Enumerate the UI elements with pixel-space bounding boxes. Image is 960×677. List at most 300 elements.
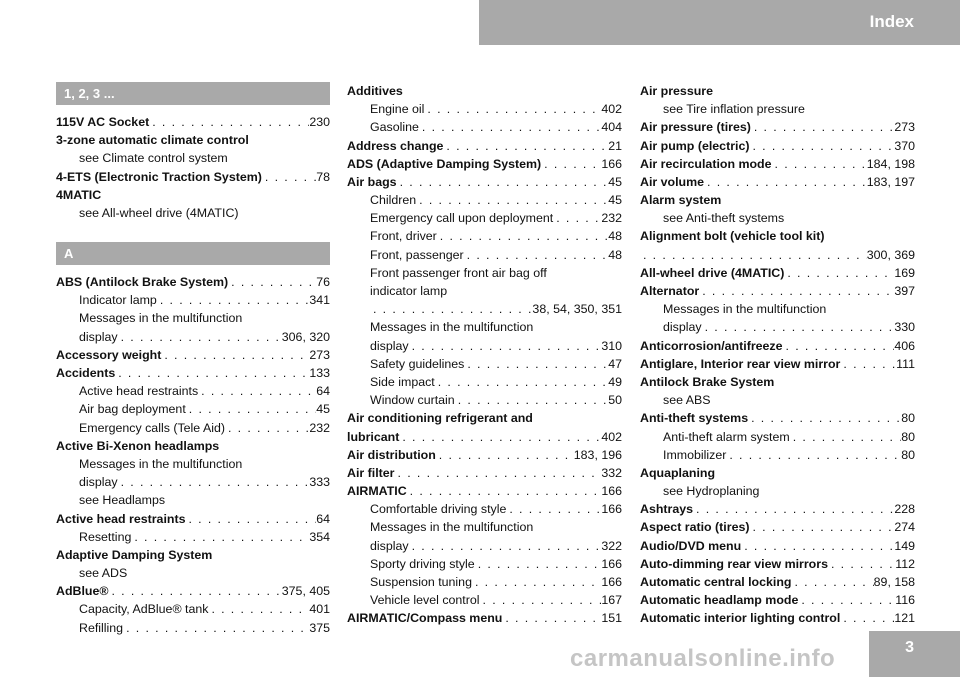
entry-text: Alignment bolt (vehicle tool kit)	[640, 229, 825, 244]
index-subentry	[56, 291, 330, 309]
index-subentry	[56, 473, 330, 491]
index-entry	[56, 131, 330, 149]
leader-dots	[395, 464, 602, 482]
index-column-1	[56, 82, 330, 637]
leader-dots	[480, 591, 602, 609]
index-subentry	[347, 573, 622, 591]
leader-dots	[704, 173, 867, 191]
entry-text: Air volume	[640, 174, 705, 189]
entry-text: see Tire inflation pressure	[663, 102, 805, 117]
page-ref: 166	[601, 484, 622, 499]
leader-dots	[828, 555, 895, 573]
entry-text: Accidents	[56, 366, 116, 381]
page-ref: 111	[896, 356, 915, 371]
leader-dots	[198, 382, 316, 400]
page-ref: 78	[316, 169, 330, 184]
index-entry	[640, 137, 915, 155]
index-entry	[640, 373, 915, 391]
page-ref: 45	[316, 402, 330, 417]
index-subentry	[347, 337, 622, 355]
page-ref: 45	[608, 174, 622, 189]
index-subentry	[347, 300, 622, 318]
page-ref: 80	[901, 429, 915, 444]
index-entry	[56, 113, 330, 131]
page-ref: 300, 369	[866, 247, 915, 262]
page-ref: 166	[601, 556, 622, 571]
watermark: carmanualsonline.info	[570, 645, 836, 672]
leader-dots	[772, 155, 867, 173]
leader-dots	[424, 100, 601, 118]
index-entry	[640, 155, 915, 173]
index-subentry	[56, 328, 330, 346]
page-ref: 64	[316, 384, 330, 399]
page-ref: 228	[894, 502, 915, 517]
index-subentry	[347, 591, 622, 609]
index-entry	[56, 346, 330, 364]
index-entry	[640, 355, 915, 373]
entry-text: 3-zone automatic climate control	[56, 133, 249, 148]
leader-dots	[186, 400, 316, 418]
entry-text: Accessory weight	[56, 347, 162, 362]
page-ref: 183, 196	[573, 447, 622, 462]
page-ref: 232	[601, 211, 622, 226]
page-number: 3	[905, 639, 914, 656]
index-entry	[640, 573, 915, 591]
section-spacer	[56, 222, 330, 242]
entry-text: Messages in the multifunction	[370, 520, 534, 535]
index-subentry	[347, 318, 622, 336]
entry-text: ABS (Antilock Brake System)	[56, 275, 229, 290]
index-entry	[347, 464, 622, 482]
leader-dots	[435, 373, 608, 391]
index-entry	[640, 191, 915, 209]
leader-dots	[118, 473, 310, 491]
entry-text: Active head restraints	[79, 384, 199, 399]
entry-text: Emergency calls (Tele Aid)	[79, 420, 225, 435]
entry-text: see Headlamps	[79, 493, 166, 508]
page-ref: 183, 197	[866, 174, 915, 189]
entry-text: Vehicle level control	[370, 593, 480, 608]
section-header: 1, 2, 3 ...	[56, 82, 330, 105]
entry-text: Immobilizer	[663, 447, 727, 462]
index-entry	[640, 464, 915, 482]
page-ref: 121	[894, 611, 915, 626]
leader-dots	[699, 282, 894, 300]
index-subentry	[56, 528, 330, 546]
entry-text: Messages in the multifunction	[663, 302, 827, 317]
entry-text: Front, passenger	[370, 247, 464, 262]
entry-text: see Hydroplaning	[663, 484, 760, 499]
entry-text: see Anti-theft systems	[663, 211, 785, 226]
page-ref: 333	[309, 475, 330, 490]
index-entry	[640, 173, 915, 191]
entry-text: Antiglare, Interior rear view mirror	[640, 356, 841, 371]
index-subentry	[347, 118, 622, 136]
index-subentry	[56, 149, 330, 167]
entry-text: lubricant	[347, 429, 400, 444]
leader-dots	[541, 155, 601, 173]
leader-dots	[749, 137, 894, 155]
index-entry	[56, 546, 330, 564]
leader-dots	[409, 537, 602, 555]
leader-dots	[502, 609, 601, 627]
index-entry	[56, 168, 330, 186]
page-ref: 48	[608, 247, 622, 262]
leader-dots	[225, 419, 309, 437]
entry-text: Automatic headlamp mode	[640, 593, 799, 608]
page-ref: 401	[309, 602, 330, 617]
page-ref: 151	[601, 611, 622, 626]
index-subentry	[640, 100, 915, 118]
entry-text: Additives	[347, 83, 403, 98]
index-entry	[640, 228, 915, 246]
entry-text: Engine oil	[370, 102, 425, 117]
index-entry	[56, 186, 330, 204]
leader-dots	[118, 328, 282, 346]
index-entry	[640, 264, 915, 282]
index-entry	[56, 437, 330, 455]
index-entry	[347, 409, 622, 427]
header-bar	[479, 0, 960, 45]
page-ref: 330	[894, 320, 915, 335]
entry-text: Emergency call upon deployment	[370, 211, 554, 226]
leader-dots	[748, 409, 901, 427]
index-subentry	[347, 264, 622, 282]
index-subentry	[347, 228, 622, 246]
index-entry	[640, 82, 915, 100]
index-entry	[640, 409, 915, 427]
entry-text: display	[79, 475, 118, 490]
entry-text: Refilling	[79, 620, 124, 635]
leader-dots	[693, 500, 894, 518]
index-subentry	[56, 601, 330, 619]
index-subentry	[347, 282, 622, 300]
leader-dots	[741, 537, 894, 555]
page-ref: 306, 320	[281, 329, 330, 344]
entry-text: Alarm system	[640, 193, 722, 208]
index-entry	[56, 364, 330, 382]
page-ref: 21	[608, 138, 622, 153]
entry-text: Indicator lamp	[79, 293, 157, 308]
index-entry	[640, 555, 915, 573]
leader-dots	[464, 355, 608, 373]
entry-text: Air filter	[347, 465, 395, 480]
index-subentry	[640, 209, 915, 227]
leader-dots	[640, 246, 867, 264]
index-subentry	[347, 519, 622, 537]
page-ref: 80	[901, 411, 915, 426]
index-entry	[640, 609, 915, 627]
index-column-2	[347, 82, 622, 628]
index-subentry	[347, 537, 622, 555]
leader-dots	[475, 555, 602, 573]
index-entry	[640, 337, 915, 355]
page-ref: 375	[309, 620, 330, 635]
index-entry	[640, 246, 915, 264]
entry-text: Automatic central locking	[640, 575, 792, 590]
entry-text: Resetting	[79, 529, 132, 544]
index-entry	[347, 609, 622, 627]
index-entry	[640, 118, 915, 136]
index-entry	[56, 273, 330, 291]
entry-text: Air bag deployment	[79, 402, 186, 417]
entry-text: 4-ETS (Electronic Traction System)	[56, 169, 262, 184]
leader-dots	[409, 337, 602, 355]
index-subentry	[56, 419, 330, 437]
entry-text: Capacity, AdBlue® tank	[79, 602, 209, 617]
entry-text: Aquaplaning	[640, 465, 716, 480]
leader-dots	[262, 168, 316, 186]
index-entry	[347, 137, 622, 155]
page-ref: 341	[309, 293, 330, 308]
index-entry	[640, 591, 915, 609]
leader-dots	[506, 500, 601, 518]
index-entry	[347, 482, 622, 500]
entry-text: Gasoline	[370, 120, 419, 135]
index-subentry	[347, 500, 622, 518]
page-ref: 273	[894, 120, 915, 135]
leader-dots	[791, 573, 873, 591]
leader-dots	[749, 519, 894, 537]
entry-text: Sporty driving style	[370, 556, 475, 571]
leader-dots	[157, 291, 309, 309]
entry-text: Safety guidelines	[370, 356, 465, 371]
entry-text: see ADS	[79, 566, 128, 581]
leader-dots	[436, 446, 574, 464]
leader-dots	[790, 428, 902, 446]
entry-text: Messages in the multifunction	[79, 456, 243, 471]
index-subentry	[640, 428, 915, 446]
leader-dots	[726, 446, 901, 464]
page-ref: 332	[601, 465, 622, 480]
entry-text: display	[663, 320, 702, 335]
index-subentry	[347, 191, 622, 209]
page-ref: 402	[601, 102, 622, 117]
index-subentry	[56, 204, 330, 222]
entry-text: Air pump (electric)	[640, 138, 750, 153]
index-entry	[347, 428, 622, 446]
page-ref: 370	[894, 138, 915, 153]
leader-dots	[472, 573, 601, 591]
index-entry	[56, 510, 330, 528]
index-subentry	[347, 391, 622, 409]
page-ref: 47	[608, 356, 622, 371]
page-ref: 112	[895, 556, 915, 571]
index-subentry	[640, 300, 915, 318]
entry-text: All-wheel drive (4MATIC)	[640, 265, 785, 280]
entry-text: Front, driver	[370, 229, 437, 244]
page-ref: 38, 54, 350, 351	[532, 302, 622, 317]
page-ref: 64	[316, 511, 330, 526]
entry-text: AdBlue®	[56, 584, 109, 599]
entry-text: Aspect ratio (tires)	[640, 520, 750, 535]
entry-text: Air distribution	[347, 447, 436, 462]
leader-dots	[437, 228, 608, 246]
page-ref: 274	[894, 520, 915, 535]
leader-dots	[407, 482, 602, 500]
entry-text: ADS (Adaptive Damping System)	[347, 156, 542, 171]
entry-text: Address change	[347, 138, 444, 153]
index-entry	[640, 537, 915, 555]
entry-text: see All-wheel drive (4MATIC)	[79, 205, 239, 220]
entry-text: display	[79, 329, 118, 344]
page-ref: 184, 198	[866, 156, 915, 171]
entry-text: Messages in the multifunction	[370, 320, 534, 335]
leader-dots	[783, 337, 895, 355]
index-entry	[640, 282, 915, 300]
page-ref: 80	[901, 447, 915, 462]
page-ref: 50	[608, 393, 622, 408]
index-entry	[347, 155, 622, 173]
entry-text: Active head restraints	[56, 511, 186, 526]
page-ref: 167	[601, 593, 622, 608]
entry-text: Comfortable driving style	[370, 502, 507, 517]
index-subentry	[347, 373, 622, 391]
page-ref: 230	[309, 114, 330, 129]
entry-text: indicator lamp	[370, 284, 448, 299]
index-subentry	[347, 555, 622, 573]
entry-text: Front passenger front air bag off	[370, 265, 547, 280]
index-entry	[347, 446, 622, 464]
entry-text: display	[370, 538, 409, 553]
entry-text: see ABS	[663, 393, 711, 408]
section-header: A	[56, 242, 330, 265]
leader-dots	[553, 209, 601, 227]
entry-text: 4MATIC	[56, 187, 102, 202]
page-ref: 149	[894, 538, 915, 553]
page-ref: 273	[309, 347, 330, 362]
entry-text: AIRMATIC/Compass menu	[347, 611, 503, 626]
page-ref: 402	[601, 429, 622, 444]
page-ref: 169	[894, 265, 915, 280]
index-subentry	[347, 209, 622, 227]
entry-text: Air bags	[347, 174, 397, 189]
page-ref: 406	[894, 338, 915, 353]
leader-dots	[840, 609, 894, 627]
entry-text: Auto-dimming rear view mirrors	[640, 556, 828, 571]
entry-text: Alternator	[640, 284, 700, 299]
entry-text: Messages in the multifunction	[79, 311, 243, 326]
index-subentry	[347, 100, 622, 118]
entry-text: Antilock Brake System	[640, 374, 775, 389]
page-ref: 397	[894, 284, 915, 299]
page-ref: 76	[316, 275, 330, 290]
entry-text: Air pressure (tires)	[640, 120, 751, 135]
index-subentry	[347, 246, 622, 264]
leader-dots	[370, 300, 532, 318]
entry-text: AIRMATIC	[347, 484, 407, 499]
index-subentry	[347, 355, 622, 373]
leader-dots	[185, 510, 316, 528]
entry-text: Active Bi-Xenon headlamps	[56, 438, 220, 453]
leader-dots	[131, 528, 309, 546]
page-ref: 166	[601, 502, 622, 517]
page-ref: 322	[601, 538, 622, 553]
entry-text: Children	[370, 193, 417, 208]
index-column-3	[640, 82, 915, 628]
index-subentry	[56, 400, 330, 418]
index-entry	[347, 82, 622, 100]
leader-dots	[161, 346, 309, 364]
index-subentry	[56, 564, 330, 582]
entry-text: Air recirculation mode	[640, 156, 772, 171]
entry-text: Audio/DVD menu	[640, 538, 742, 553]
leader-dots	[419, 118, 601, 136]
leader-dots	[443, 137, 608, 155]
index-subentry	[56, 382, 330, 400]
entry-text: see Climate control system	[79, 151, 228, 166]
index-subentry	[56, 310, 330, 328]
entry-text: Anti-theft alarm system	[663, 429, 790, 444]
index-entry	[640, 519, 915, 537]
entry-text: Air conditioning refrigerant and	[347, 411, 533, 426]
index-entry	[640, 500, 915, 518]
leader-dots	[149, 113, 309, 131]
page-ref: 48	[608, 229, 622, 244]
page-ref: 232	[309, 420, 330, 435]
page-ref: 89, 158	[873, 575, 915, 590]
leader-dots	[123, 619, 309, 637]
page-ref: 166	[601, 575, 622, 590]
entry-text: display	[370, 338, 409, 353]
entry-text: Ashtrays	[640, 502, 694, 517]
leader-dots	[399, 428, 601, 446]
leader-dots	[784, 264, 894, 282]
index-subentry	[640, 391, 915, 409]
index-subentry	[640, 482, 915, 500]
leader-dots	[702, 318, 895, 336]
index-subentry	[56, 619, 330, 637]
leader-dots	[228, 273, 316, 291]
entry-text: Anticorrosion/antifreeze	[640, 338, 783, 353]
leader-dots	[208, 601, 309, 619]
leader-dots	[798, 591, 895, 609]
page-ref: 354	[309, 529, 330, 544]
index-subentry	[640, 318, 915, 336]
entry-text: 115V AC Socket	[56, 114, 150, 129]
entry-text: Adaptive Damping System	[56, 547, 213, 562]
page-ref: 404	[601, 120, 622, 135]
entry-text: Anti-theft systems	[640, 411, 749, 426]
page-ref: 49	[608, 374, 622, 389]
leader-dots	[464, 246, 609, 264]
page-title: Index	[869, 12, 914, 31]
entry-text: Window curtain	[370, 393, 455, 408]
leader-dots	[115, 364, 309, 382]
index-subentry	[56, 455, 330, 473]
page-ref: 133	[309, 366, 330, 381]
index-subentry	[56, 491, 330, 509]
page-ref: 166	[601, 156, 622, 171]
entry-text: Automatic interior lighting control	[640, 611, 841, 626]
leader-dots	[751, 118, 894, 136]
page-ref: 45	[608, 193, 622, 208]
leader-dots	[416, 191, 608, 209]
leader-dots	[397, 173, 609, 191]
entry-text: Air pressure	[640, 83, 714, 98]
entry-text: Side impact	[370, 374, 435, 389]
page-ref: 116	[895, 593, 915, 608]
page-ref: 310	[601, 338, 622, 353]
index-entry	[56, 582, 330, 600]
entry-text: Suspension tuning	[370, 575, 472, 590]
page-ref: 375, 405	[281, 584, 330, 599]
index-entry	[347, 173, 622, 191]
leader-dots	[109, 582, 282, 600]
page-number-box	[869, 631, 960, 677]
leader-dots	[455, 391, 609, 409]
leader-dots	[840, 355, 896, 373]
